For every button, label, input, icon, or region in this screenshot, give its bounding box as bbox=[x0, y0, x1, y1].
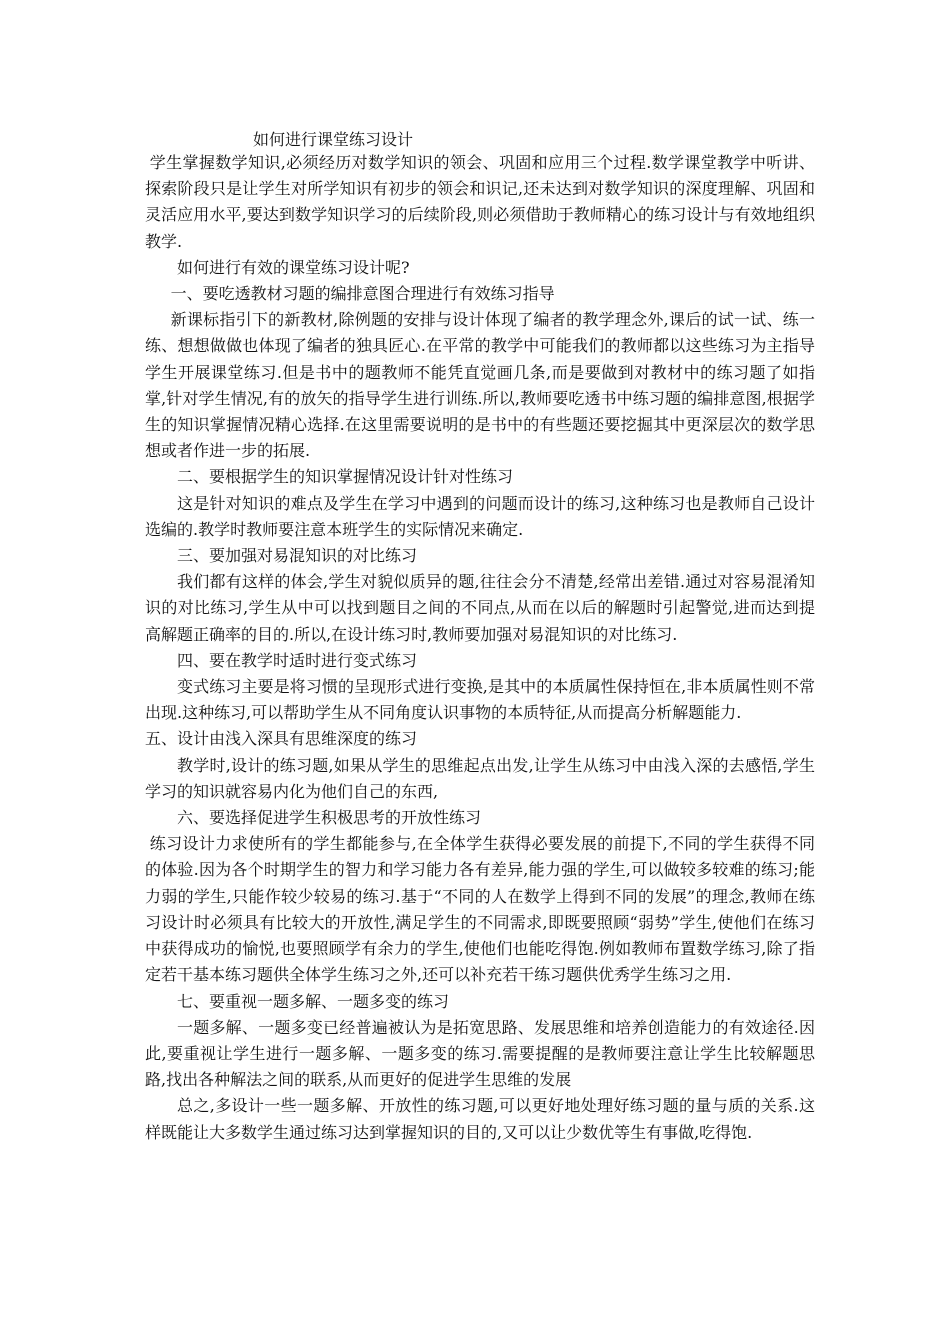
document-title: 如何进行课堂练习设计 bbox=[253, 130, 414, 149]
intro-paragraph: 学生掌握数学知识,必须经历对数学知识的领会、巩固和应用三个过程.数学课堂教学中听讲、探索阶段只是让学生对所学知识有初步的领会和识记,还未达到对数学知识的深度理解、巩固和灵活应用水平,要达到数学知识学习的后续阶段,则必须借助于教师精心的练习设计与有效地组织教学. bbox=[145, 153, 815, 251]
section-1-heading: 一、要吃透教材习题的编排意图合理进行有效练习指导 bbox=[170, 284, 555, 304]
section-7-heading: 七、要重视一题多解、一题多变的练习 bbox=[177, 991, 450, 1011]
section-3-heading: 三、要加强对易混知识的对比练习 bbox=[177, 546, 418, 566]
document-body bbox=[145, 150, 815, 1146]
section-2-heading: 二、要根据学生的知识掌握情况设计针对性练习 bbox=[177, 467, 514, 487]
section-4-heading: 四、要在教学时适时进行变式练习 bbox=[177, 650, 418, 670]
section-7-body: 一题多解、一题多变已经普遍被认为是拓宽思路、发展思维和培养创造能力的有效途径.因此,要重视让学生进行一题多解、一题多变的练习.需要提醒的是教师要注意让学生比较解题思路,找出各种解法之间的联系,从而更好的促进学生思维的发展 bbox=[145, 1017, 815, 1090]
section-6-heading: 六、要选择促进学生积极思考的开放性练习 bbox=[177, 808, 482, 828]
section-2-body: 这是针对知识的难点及学生在学习中遇到的问题而设计的练习,这种练习也是教师自己设计选编的.教学时教师要注意本班学生的实际情况来确定. bbox=[145, 493, 815, 539]
section-6-body: 练习设计力求使所有的学生都能参与,在全体学生获得必要发展的前提下,不同的学生获得不同的体验.因为各个时期学生的智力和学习能力各有差异,能力强的学生,可以做较多较难的练习;能力弱的学生,只能作较少较易的练习.基于“不同的人在数学上得到不同的发展”的理念,教师在练习设计时必须具有比较大的开放性,满足学生的不同需求,即既要照顾“弱势”学生,使他们在练习中获得成功的愉悦,也要照顾学有余力的学生,使他们也能吃得饱.例如教师布置数学练习,除了指定若干基本练习题供全体学生练习之外,还可以补充若干练习题供优秀学生练习之用. bbox=[145, 834, 815, 985]
section-5-body: 教学时,设计的练习题,如果从学生的思维起点出发,让学生从练习中由浅入深的去感悟,学生学习的知识就容易内化为他们自己的东西, bbox=[145, 755, 815, 801]
question-paragraph: 如何进行有效的课堂练习设计呢? bbox=[177, 257, 410, 277]
section-3-body: 我们都有这样的体会,学生对貌似质异的题,往往会分不清楚,经常出差错.通过对容易混淆知识的对比练习,学生从中可以找到题目之间的不同点,从而在以后的解题时引起警觉,进而达到提高解题正确率的目的.所以,在设计练习时,教师要加强对易混知识的对比练习. bbox=[145, 572, 815, 644]
conclusion-paragraph: 总之,多设计一些一题多解、开放性的练习题,可以更好地处理好练习题的量与质的关系.这样既能让大多数学生通过练习达到掌握知识的目的,又可以让少数优等生有事做,吃得饱. bbox=[145, 1096, 815, 1142]
section-5-heading: 五、设计由浅入深具有思维深度的练习 bbox=[145, 729, 418, 749]
section-4-body: 变式练习主要是将习惯的呈现形式进行变换,是其中的本质属性保持恒在,非本质属性则不常出现.这种练习,可以帮助学生从不同角度认识事物的本质特征,从而提高分析解题能力. bbox=[145, 677, 815, 723]
section-1-body: 新课标指引下的新教材,除例题的安排与设计体现了编者的教学理念外,课后的试一试、练一练、想想做做也体现了编者的独具匠心.在平常的教学中可能我们的教师都以这些练习为主指导学生开展课堂练习.但是书中的题教师不能凭直觉画几条,而是要做到对教材中的练习题了如指掌,针对学生情况,有的放矢的指导学生进行训练.所以,教师要吃透书中练习题的编排意图,根据学生的知识掌握情况精心选择.在这里需要说明的是书中的有些题还要挖掘其中更深层次的数学思想或者作进一步的拓展. bbox=[145, 310, 815, 461]
